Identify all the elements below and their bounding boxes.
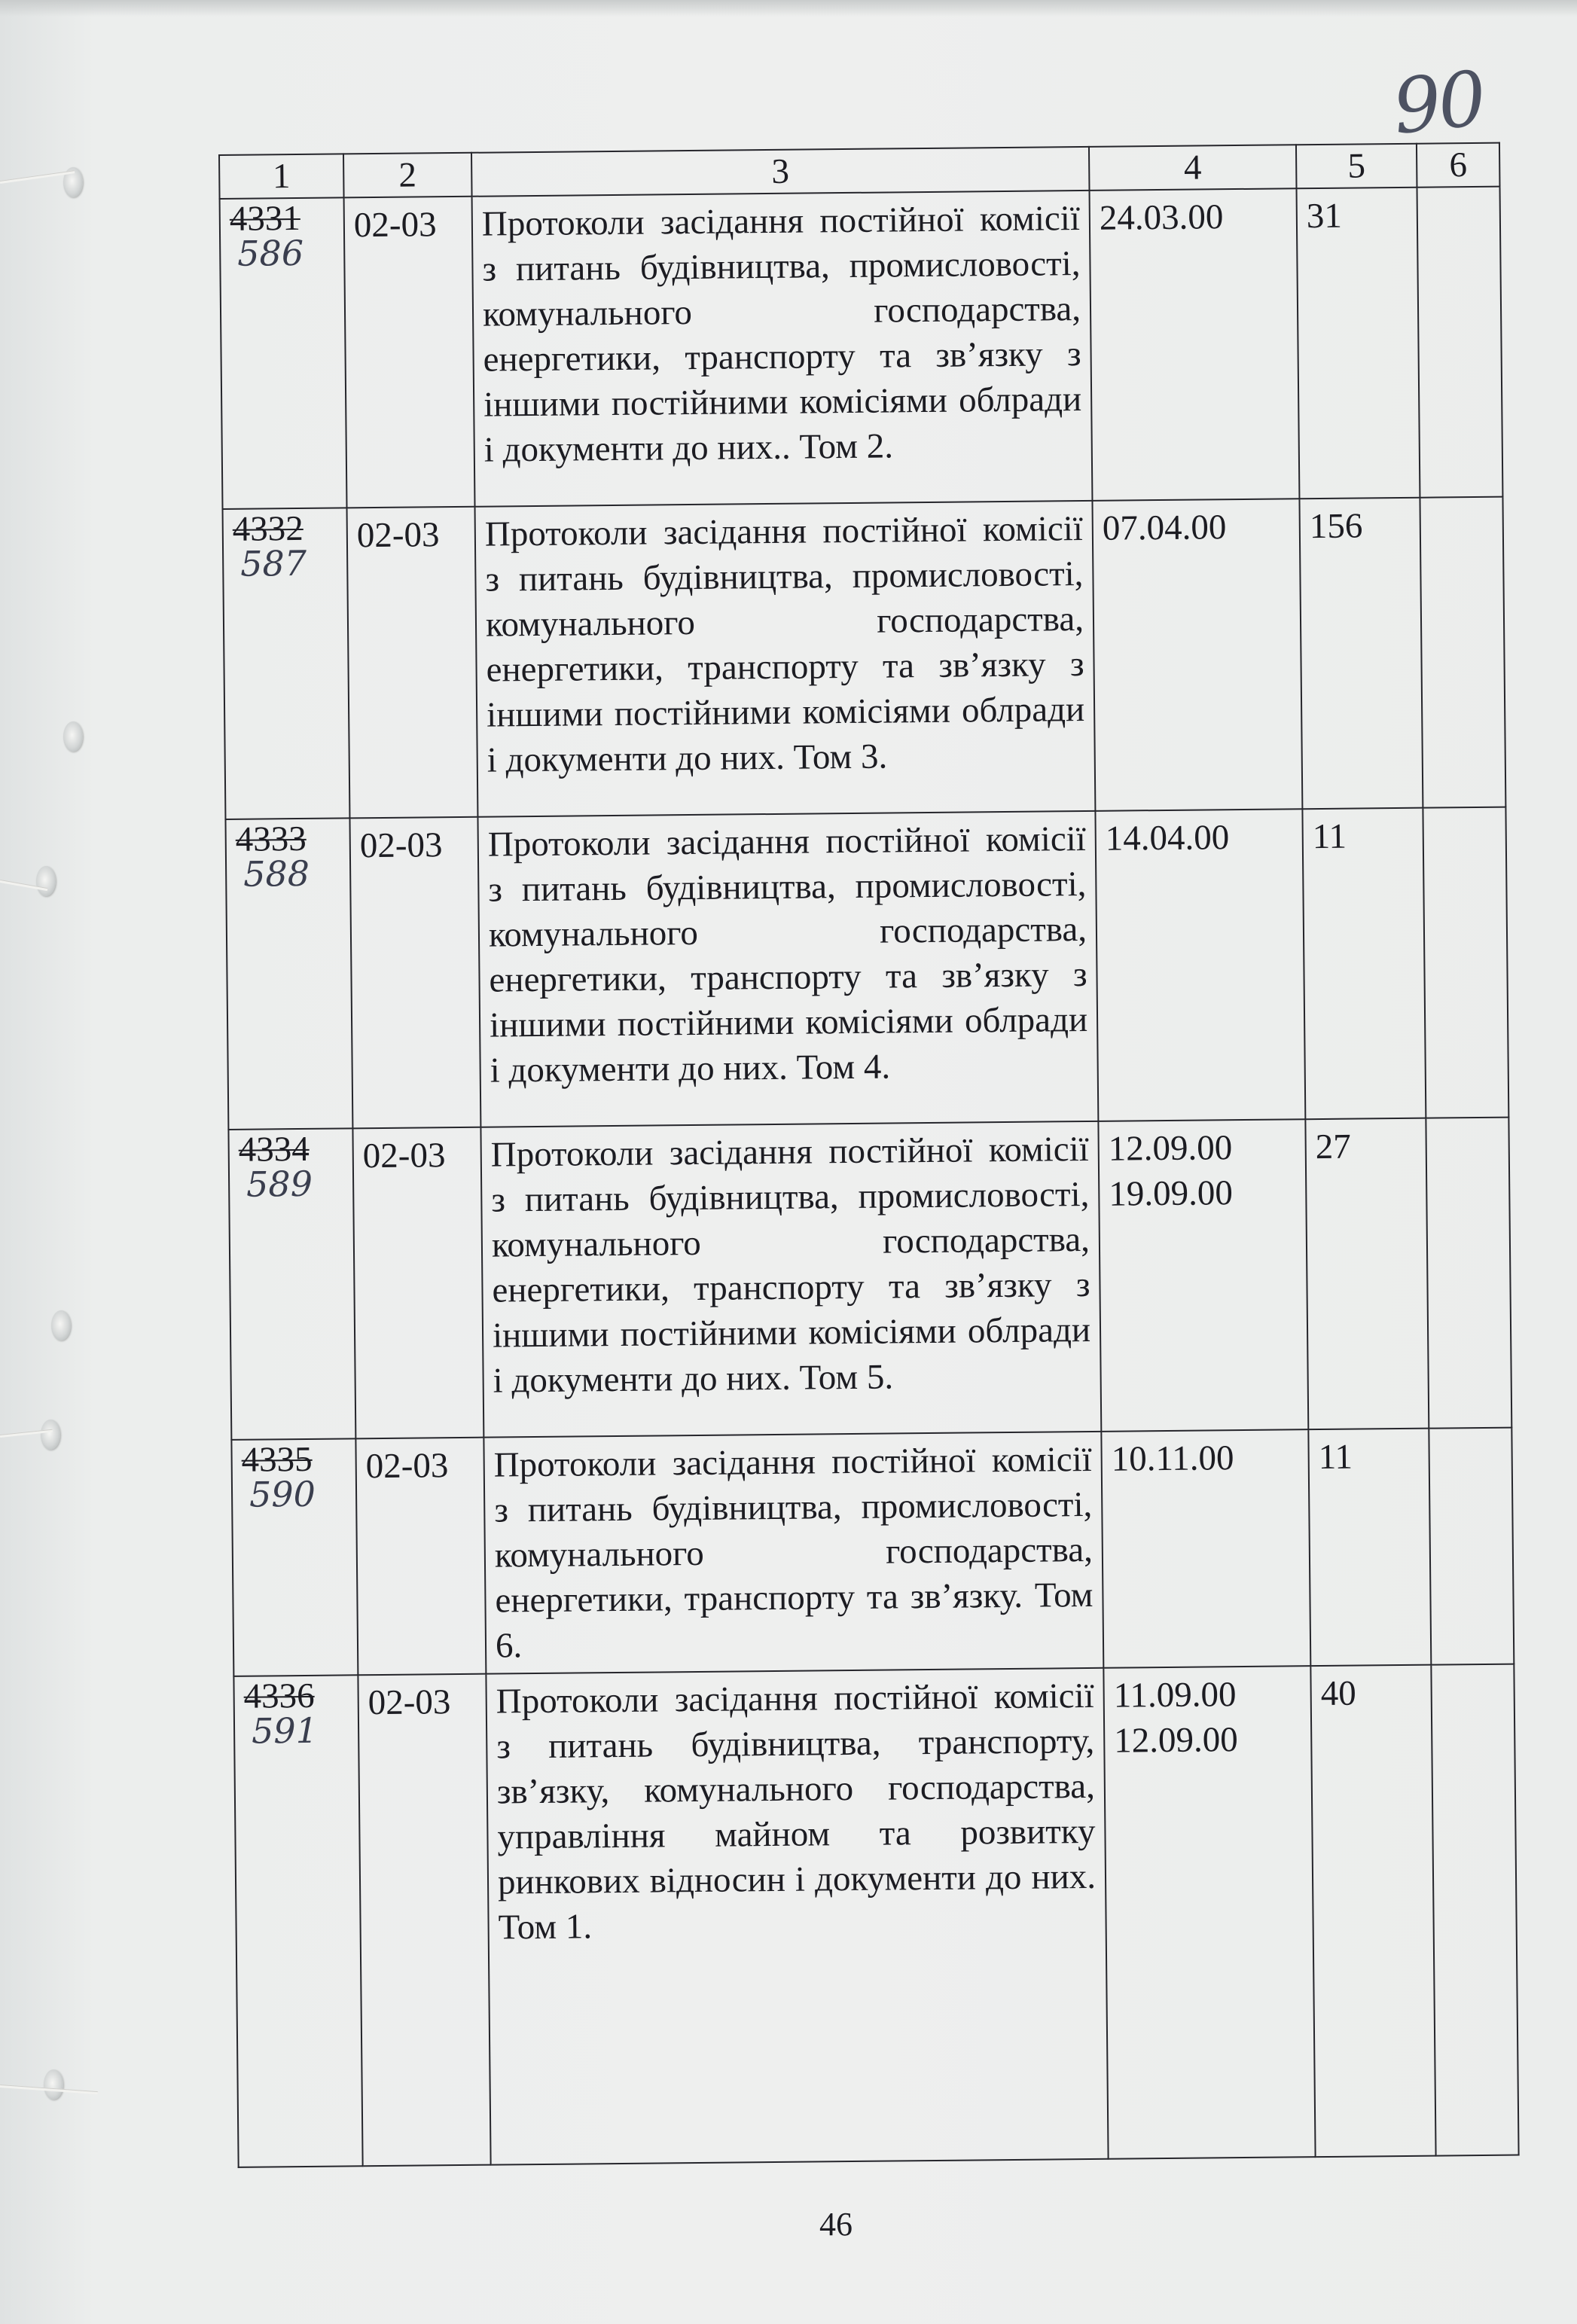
- old-record-number: 4336: [243, 1676, 315, 1716]
- dates-cell: [1103, 1666, 1315, 2159]
- old-record-number: 4332: [232, 508, 304, 549]
- new-record-number: 587: [239, 542, 307, 584]
- sheet-count-cell: 11: [1308, 1429, 1431, 1667]
- record-number-cell: [233, 1675, 362, 2167]
- record-number-cell: [228, 1128, 355, 1440]
- new-record-number: 588: [242, 852, 310, 895]
- binding-hole: [51, 1310, 71, 1340]
- column-header: 5: [1296, 144, 1417, 189]
- column-header: 4: [1089, 145, 1297, 191]
- date-value: 12.09.00: [1114, 1720, 1239, 1761]
- column-header: 6: [1417, 143, 1500, 188]
- dates-cell: [1092, 499, 1302, 811]
- record-number-cell: [225, 818, 352, 1130]
- folio-number: 90: [1389, 54, 1488, 151]
- index-cell: 02-03: [355, 1438, 486, 1676]
- new-record-number: 590: [249, 1473, 316, 1515]
- index-cell: 02-03: [349, 817, 480, 1129]
- note-cell: [1429, 1428, 1514, 1665]
- date-value: 11.09.00: [1113, 1675, 1237, 1716]
- table-row: [233, 1664, 1518, 2167]
- date-value: 14.04.00: [1105, 818, 1230, 859]
- column-header: 1: [219, 154, 344, 199]
- note-cell: [1426, 1118, 1511, 1429]
- new-record-number: 591: [251, 1709, 319, 1752]
- sheet-count-cell: 11: [1302, 808, 1426, 1120]
- table-row: [220, 187, 1503, 509]
- records-table: [218, 142, 1520, 2168]
- new-record-number: 586: [237, 232, 304, 274]
- sheet-count-cell: 31: [1297, 188, 1420, 499]
- description-cell: Протоколи засідання постійної комісії з питань будівництва, промисловості, комунального господарства, енергетики, транспорту та зв’язку з іншими постійними комісіями облради і документи до них. Том 5.: [480, 1121, 1101, 1438]
- table-row: [231, 1428, 1514, 1676]
- index-cell: 02-03: [358, 1674, 490, 2167]
- old-record-number: 4331: [229, 198, 301, 239]
- old-record-number: 4334: [238, 1129, 310, 1170]
- new-record-number: 589: [246, 1163, 313, 1205]
- sheet-count-cell: 40: [1310, 1665, 1435, 2158]
- binding-hole: [63, 721, 83, 752]
- old-record-number: 4335: [241, 1439, 313, 1480]
- note-cell: [1420, 497, 1505, 808]
- old-record-number: 4333: [235, 819, 307, 859]
- note-cell: [1417, 187, 1502, 498]
- dates-cell: [1101, 1429, 1310, 1668]
- dates-cell: [1098, 1119, 1308, 1432]
- binding-hole: [44, 2069, 63, 2100]
- index-cell: 02-03: [352, 1127, 483, 1439]
- description-cell: Протоколи засідання постійної комісії з питань будівництва, промисловості, комунального господарства, енергетики, транспорту та зв’язку з іншими постійними комісіями облради і документи до них. Том 3.: [475, 501, 1096, 817]
- date-value: 07.04.00: [1102, 508, 1227, 548]
- binding-hole: [41, 1420, 60, 1450]
- column-header: 3: [471, 147, 1090, 197]
- page-number: 46: [819, 2206, 853, 2243]
- record-number-cell: [231, 1438, 358, 1676]
- date-value: 10.11.00: [1111, 1438, 1234, 1479]
- table-row: [228, 1118, 1511, 1440]
- column-header: 2: [343, 153, 472, 198]
- description-cell: Протоколи засідання постійної комісії з питань будівництва, промисловості, комунального господарства, енергетики, транспорту та зв’язку з іншими постійними комісіями облради і документи до них.. Том 2.: [472, 191, 1093, 507]
- page-edge-shadow: [0, 0, 1577, 17]
- index-cell: 02-03: [344, 197, 475, 508]
- note-cell: [1423, 807, 1508, 1118]
- record-number-cell: [220, 197, 347, 509]
- record-number-cell: [223, 508, 350, 819]
- sheet-count-cell: 27: [1305, 1118, 1429, 1430]
- description-cell: Протоколи засідання постійної комісії з питань будівництва, промисловості, комунального господарства, енергетики, транспорту та зв’язку. Том 6.: [483, 1432, 1103, 1674]
- binding-hole: [36, 866, 56, 896]
- index-cell: 02-03: [347, 507, 478, 819]
- table-row: [225, 807, 1508, 1130]
- dates-cell: [1095, 809, 1305, 1121]
- table-row: [223, 497, 1506, 819]
- dates-cell: [1090, 188, 1300, 501]
- sheet-count-cell: 156: [1299, 498, 1423, 810]
- description-cell: Протоколи засідання постійної комісії з питань будівництва, транспорту, зв’язку, комунального господарства, управління майном та розвитку ринкових відносин і документи до них. Том 1.: [486, 1668, 1108, 2165]
- date-value: 12.09.00: [1108, 1128, 1233, 1169]
- date-value: 19.09.00: [1109, 1173, 1234, 1214]
- description-cell: Протоколи засідання постійної комісії з питань будівництва, промисловості, комунального господарства, енергетики, транспорту та зв’язку з іншими постійними комісіями облради і документи до них. Том 4.: [477, 811, 1098, 1127]
- note-cell: [1431, 1664, 1518, 2156]
- date-value: 24.03.00: [1099, 197, 1224, 238]
